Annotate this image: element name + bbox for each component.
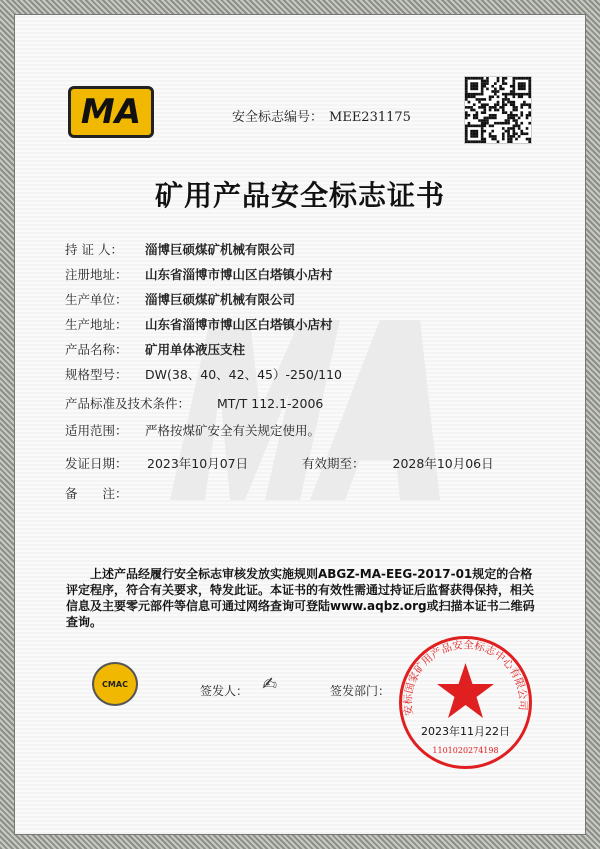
cert-number: 安全标志编号： MEE231175 [232, 110, 411, 125]
field-label: 注册地址： [65, 267, 128, 282]
field-label: 适用范围： [65, 423, 128, 438]
issuer-label: 签发人： [200, 684, 249, 698]
field-value: 淄博巨硕煤矿机械有限公司 [145, 242, 296, 257]
qr-code [464, 76, 532, 144]
field-row [65, 421, 320, 439]
field-label: 规格型号： [65, 367, 128, 382]
seal-date: 2023年11月22日 [421, 725, 510, 738]
field-value: 淄博巨硕煤矿机械有限公司 [145, 292, 296, 307]
remarks-row: 备 注： [65, 486, 128, 501]
star-icon [437, 663, 494, 718]
field-value: DW(38、40、42、45）-250/110 [145, 367, 342, 382]
ma-logo: MA [68, 86, 154, 138]
field-label: 持 证 人： [65, 242, 123, 257]
field-label: 产品名称： [65, 342, 128, 357]
field-row [65, 340, 245, 358]
field-row [65, 315, 333, 333]
field-value: 山东省淄博市博山区白塔镇小店村 [145, 317, 333, 332]
field-value: 山东省淄博市博山区白塔镇小店村 [145, 267, 333, 282]
issue-date-row: 发证日期： 2023年10月07日 [65, 456, 249, 471]
valid-until-row: 有效期至： 2028年10月06日 [302, 456, 494, 471]
statement-text: 上述产品经履行安全标志审核发放实施规则ABGZ-MA-EEG-2017-01规定的合格评定程序，符合有关要求，特发此证。本证书的有效性需通过持证后监督获得保持，相关信息及主要零元部件等信息可通过网络查询可登陆www.aqbz.org或扫描本证书二维码查询。 [66, 567, 535, 629]
official-seal [398, 635, 533, 770]
signature: ✍ [262, 674, 278, 695]
field-value: MT/T 112.1-2006 [217, 396, 324, 411]
field-row [65, 290, 295, 308]
seal-code: 1101020274198 [432, 746, 499, 755]
cmac-logo: CMAC [92, 662, 138, 706]
field-label: 产品标准及技术条件： [65, 396, 191, 411]
field-label: 生产地址： [65, 317, 128, 332]
field-value: 严格按煤矿安全有关规定使用。 [145, 423, 321, 438]
field-row [65, 394, 323, 412]
field-row [65, 265, 333, 283]
dept-label: 签发部门： [330, 684, 391, 698]
page-title: 矿用产品安全标志证书 [154, 179, 445, 212]
field-row [65, 365, 342, 383]
seal-text: 安标国家矿用产品安全标志中心有限公司 [402, 639, 529, 717]
field-label: 生产单位： [65, 292, 128, 307]
field-row [65, 240, 295, 258]
field-value: 矿用单体液压支柱 [145, 342, 246, 357]
